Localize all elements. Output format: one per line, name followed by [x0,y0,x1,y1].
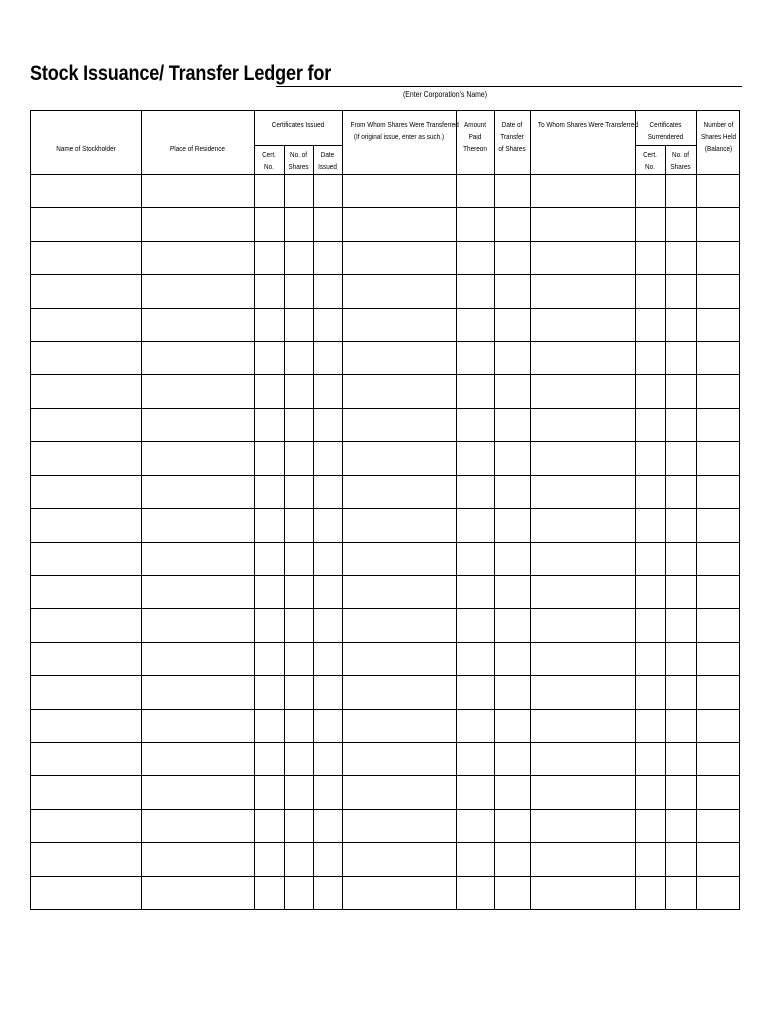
table-row [31,174,739,175]
col-divider [494,111,495,909]
table-row [31,775,739,776]
table-row [31,341,739,342]
col-divider [313,145,314,909]
col-divider [635,111,636,909]
header-place-of-residence: Place of Residence [170,144,225,153]
header-surr-cert-no: Cert. No. [643,150,657,171]
header-from-whom: From Whom Shares Were Transferred (If original issue, enter as such.) [350,120,459,141]
col-divider [456,111,457,909]
header-certificates-surrendered: Certificates Surrendered [647,120,684,141]
header-amount-paid: Amount Paid Thereon [463,120,487,153]
table-row [31,508,739,509]
corporation-name-caption: (Enter Corporation’s Name) [402,90,487,99]
header-date-issued: Date Issued [318,150,337,171]
header-cert-no: Cert. No. [262,150,276,171]
table-row [31,876,739,877]
header-number-of-shares-held: Number of Shares Held (Balance) [700,120,737,153]
table-row [31,374,739,375]
col-divider [254,111,255,909]
header-no-of-shares: No. of Shares [288,150,309,171]
table-row [31,742,739,743]
table-row [31,207,739,208]
col-divider [141,111,142,909]
table-row [31,408,739,409]
header-certificates-issued: Certificates Issued [271,120,325,129]
ledger-table [30,110,740,910]
table-row [31,642,739,643]
col-divider [342,111,343,909]
certificates-surrendered-divider [635,145,696,146]
col-divider [665,145,666,909]
title-row [30,62,742,92]
col-divider [696,111,697,909]
corporation-name-line [276,86,742,87]
header-to-whom: To Whom Shares Were Transferred [537,120,639,129]
table-row [31,274,739,275]
table-row [31,308,739,309]
table-row [31,809,739,810]
col-divider [530,111,531,909]
table-row [31,441,739,442]
table-row [31,241,739,242]
table-row [31,709,739,710]
table-row [31,842,739,843]
table-row [31,542,739,543]
table-row [31,475,739,476]
table-row [31,675,739,676]
table-row [31,575,739,576]
page-title: Stock Issuance/ Transfer Ledger for [30,62,332,85]
header-name-of-stockholder: Name of Stockholder [56,144,116,153]
table-row [31,608,739,609]
header-date-of-transfer: Date of Transfer of Shares [498,120,526,153]
header-surr-no-of-shares: No. of Shares [670,150,691,171]
certificates-issued-divider [254,145,342,146]
col-divider [284,145,285,909]
